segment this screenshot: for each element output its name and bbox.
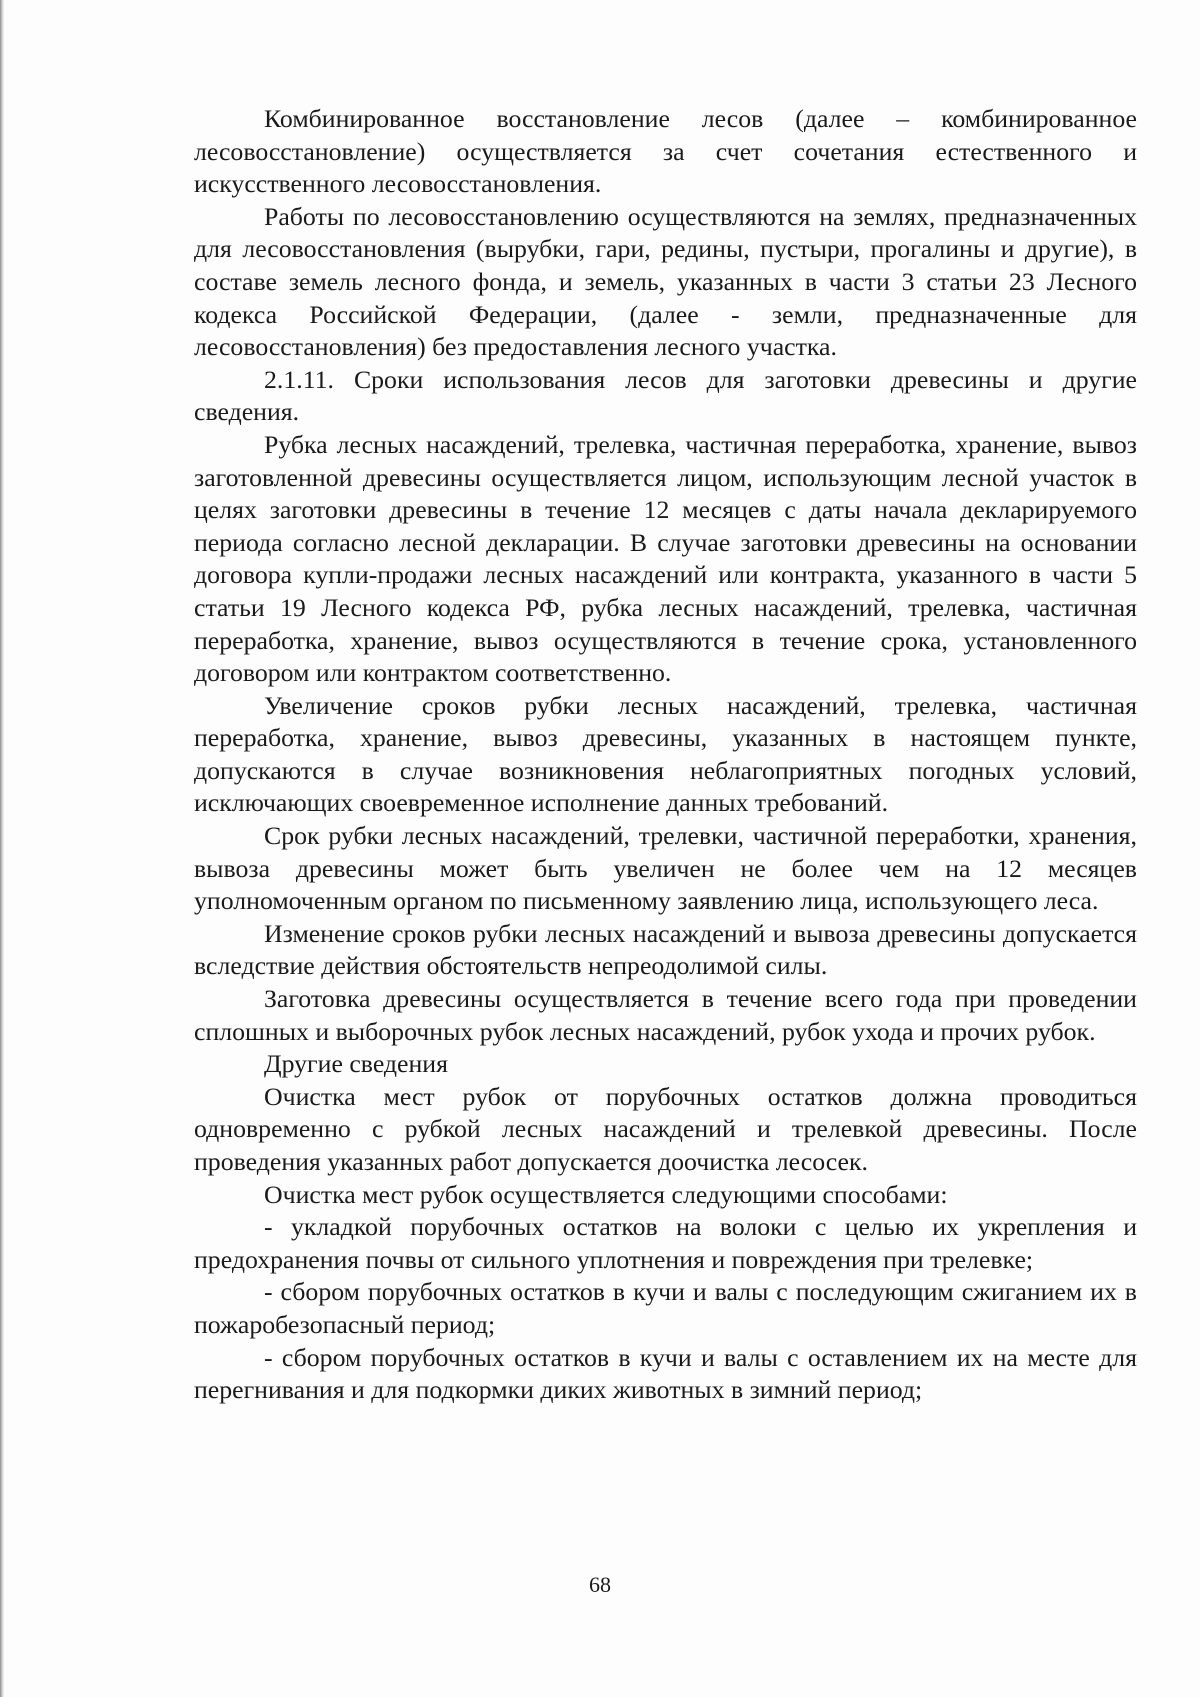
paragraph-reforestation-works: Работы по лесовосстановлению осуществляются на землях, предназначенных для лесовосстановления (вырубки, гари, редины, пустыри, прогалины и другие), в составе земель лесного фонда, и земель, указанных в части 3 статьи 23 Лесного кодекса Российской Федерации, (далее - земли, предназначенные для лесовосстановления) без предоставления лесного участка. xyxy=(194,201,1137,362)
subheading-other-info: Другие сведения xyxy=(264,1049,448,1079)
page-number: 68 xyxy=(589,1572,611,1597)
list-item-cleaning-method: - сбором порубочных остатков в кучи и валы с оставлением их на месте для перегнивания и для подкормки диких животных в зимний период; xyxy=(194,1342,1137,1405)
paragraph-site-cleaning: Очистка мест рубок от порубочных остатков должна проводиться одновременно с рубкой лесных насаждений и трелевкой древесины. После проведения указанных работ допускается доочистка лесосек. xyxy=(194,1081,1137,1176)
paragraph-logging-terms: Рубка лесных насаждений, трелевка, частичная переработка, хранение, вывоз заготовленной древесины осуществляется лицом, использующим лесной участок в целях заготовки древесины в течение 12 месяцев с даты начала декларируемого периода согласно лесной декларации. В случае заготовки древесины на основании договора купли-продажи лесных насаждений или контракта, указанного в части 5 статьи 19 Лесного кодекса РФ, рубка лесных насаждений, трелевка, частичная переработка, хранение, вывоз осуществляются в течение срока, установленного договором или контрактом соответственно. xyxy=(194,429,1137,688)
scan-edge-shadow xyxy=(0,0,4,1697)
paragraph-term-extension: Срок рубки лесных насаждений, трелевки, частичной переработки, хранения, вывоза древесины может быть увеличен не более чем на 12 месяцев уполномоченным органом по письменному заявлению лица, использующего леса. xyxy=(194,821,1137,916)
document-body xyxy=(194,103,1137,1407)
paragraph-term-increase: Увеличение сроков рубки лесных насаждений, трелевка, частичная переработка, хранение, вывоз древесины, указанных в настоящем пункте, допускаются в случае возникновения неблагоприятных погодных условий, исключающих своевременное исполнение данных требований. xyxy=(194,690,1137,818)
section-heading-2-1-11: 2.1.11. Сроки использования лесов для заготовки древесины и другие сведения. xyxy=(194,364,1137,427)
paragraph-combined-reforestation: Комбинированное восстановление лесов (далее – комбинированное лесовосстановление) осуществляется за счет сочетания естественного и искусственного лесовосстановления. xyxy=(194,104,1137,199)
paragraph-term-change: Изменение сроков рубки лесных насаждений и вывоза древесины допускается вследствие действия обстоятельств непреодолимой силы. xyxy=(194,918,1137,981)
paragraph-year-round-harvest: Заготовка древесины осуществляется в течение всего года при проведении сплошных и выборочных рубок лесных насаждений, рубок ухода и прочих рубок. xyxy=(194,984,1137,1046)
list-item-cleaning-method: - укладкой порубочных остатков на волоки с целью их укрепления и предохранения почвы от сильного уплотнения и повреждения при трелевке; xyxy=(194,1212,1137,1274)
paragraph-cleaning-methods: Очистка мест рубок осуществляется следующими способами: xyxy=(264,1179,948,1209)
list-item-cleaning-method: - сбором порубочных остатков в кучи и валы с последующим сжиганием их в пожаробезопасный период; xyxy=(194,1277,1137,1339)
